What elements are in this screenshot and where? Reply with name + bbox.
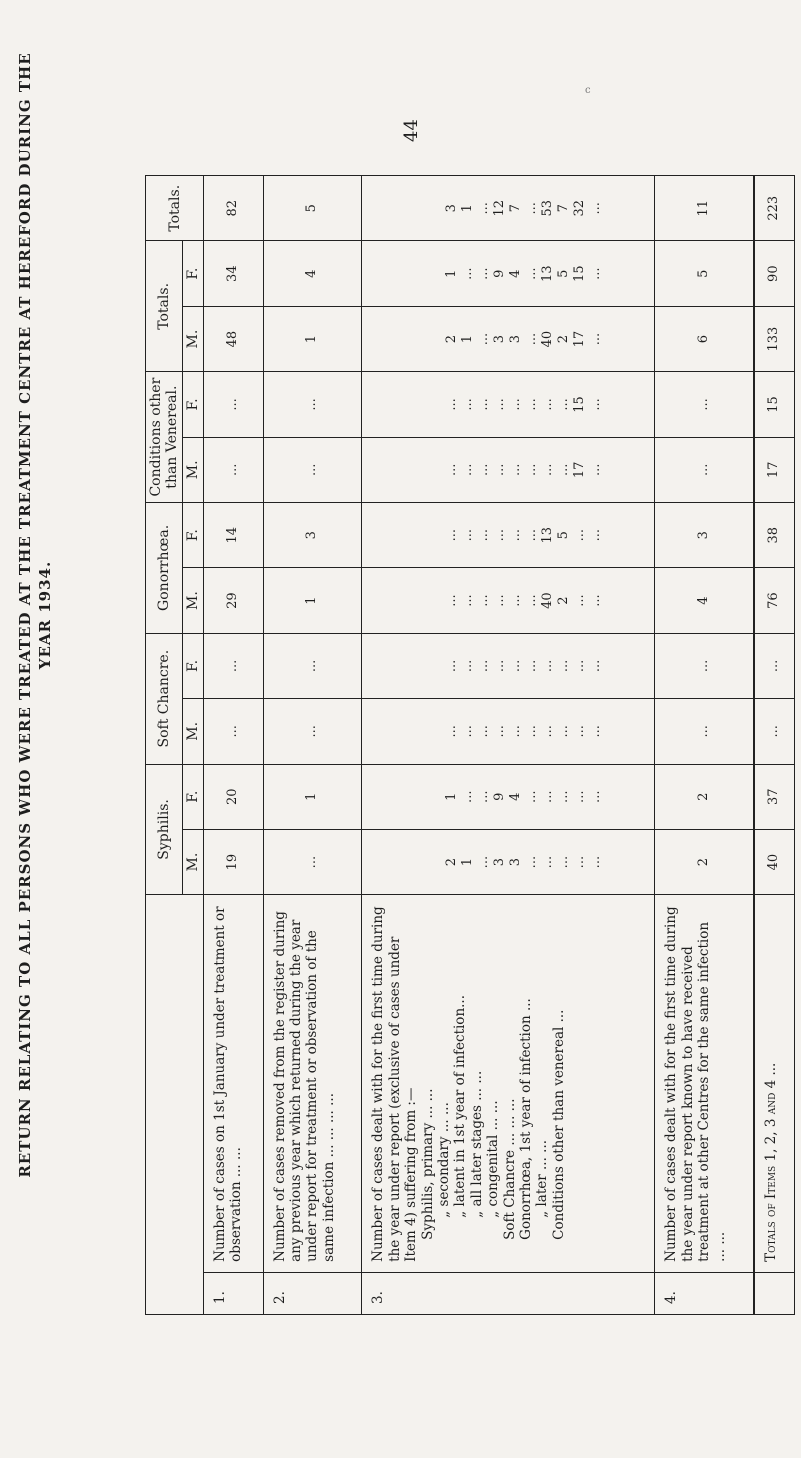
sub-cell: ... <box>508 725 524 738</box>
cell: ... <box>655 633 754 698</box>
sub-cell: ... <box>524 463 540 477</box>
sub-cell: ... <box>444 659 460 673</box>
cell: 2 <box>655 764 754 829</box>
item-number: 3. <box>362 1272 655 1314</box>
sub-cell: ... <box>444 529 460 542</box>
cell: 6 <box>655 306 754 371</box>
sub-cell: ... <box>572 659 588 673</box>
sub-cell: ... <box>572 725 588 738</box>
cell-group <box>362 568 655 633</box>
header-m: M. <box>183 699 204 764</box>
cell-spacer <box>364 769 444 825</box>
cell: 1 <box>263 764 362 829</box>
sub-cell: ... <box>524 529 540 542</box>
cell: ... <box>263 633 362 698</box>
cell: 223 <box>754 176 795 241</box>
cell-spacer <box>364 572 444 628</box>
sub-cell: ... <box>556 463 572 477</box>
sub-cell: ... <box>588 529 604 542</box>
header-soft-chancre: Soft Chancre. <box>146 633 183 764</box>
sub-cell: ... <box>460 725 476 738</box>
table-row-totals <box>754 176 795 1315</box>
cell: ... <box>263 829 362 894</box>
sub-cell: ... <box>540 790 556 803</box>
header-m: M. <box>183 437 204 502</box>
sub-item-label: Gonorrhœa, 1st year of infection ... <box>517 998 534 1240</box>
cell: ... <box>204 633 264 698</box>
sub-cell: 7 <box>508 204 524 213</box>
cell-spacer <box>364 507 444 563</box>
return-table <box>145 175 795 1315</box>
sub-cell: ... <box>524 267 540 280</box>
sub-cell: ... <box>492 659 508 673</box>
sub-cell: 7 <box>556 204 572 213</box>
table-row-item-2 <box>263 176 362 1315</box>
cell: ... <box>655 372 754 437</box>
cell: 19 <box>204 829 264 894</box>
sub-cell: ... <box>460 398 476 411</box>
sub-cell: 12 <box>492 199 508 217</box>
sub-cell: 9 <box>492 792 508 801</box>
sub-cell: ... <box>524 659 540 673</box>
sub-cell: ... <box>508 463 524 477</box>
sub-cell: 15 <box>572 396 588 413</box>
sub-item-label: „ later ... ... <box>534 1139 551 1218</box>
sub-cell: ... <box>572 594 588 607</box>
sub-item-label: „ all later stages ... ... <box>468 1070 485 1218</box>
cell-spacer <box>364 376 444 432</box>
sub-cell: ... <box>556 398 572 411</box>
sub-cell: ... <box>588 332 604 346</box>
cell: 2 <box>655 829 754 894</box>
cell-group <box>362 503 655 568</box>
sub-cell: ... <box>444 594 460 607</box>
sub-cell: 3 <box>492 857 508 867</box>
sub-cell: ... <box>524 725 540 738</box>
sub-cell: 3 <box>492 334 508 344</box>
cell: ... <box>204 372 264 437</box>
sub-cell: 3 <box>508 857 524 867</box>
cell: ... <box>263 372 362 437</box>
header-f: F. <box>183 241 204 306</box>
sub-cell: 13 <box>540 265 556 282</box>
sub-item-label: „ congenital ... ... <box>485 1100 502 1218</box>
sub-cell: ... <box>508 529 524 542</box>
sub-item-label: „ latent in 1st year of infection... <box>452 994 469 1218</box>
sub-cell: ... <box>540 855 556 869</box>
sub-item-label: Conditions other than venereal ... <box>550 1009 567 1240</box>
cell-spacer <box>364 703 444 759</box>
sub-cell: ... <box>524 202 540 215</box>
cell: 82 <box>204 176 264 241</box>
sub-cell: ... <box>444 463 460 477</box>
sub-cell: ... <box>476 398 492 411</box>
corner-mark: c <box>585 85 591 96</box>
cell-group <box>362 176 655 241</box>
cell: ... <box>754 699 795 764</box>
sub-cell: ... <box>588 659 604 673</box>
sub-cell: 1 <box>444 792 460 801</box>
sub-cell: ... <box>524 332 540 346</box>
header-f: F. <box>183 633 204 698</box>
item-label: Number of cases removed from the register during any previous year which returned during the year under report for treatment or observation of the same infection ... ... ... ... <box>263 895 362 1273</box>
sub-cell: ... <box>524 855 540 869</box>
item-label-group <box>362 895 655 1273</box>
sub-cell: 3 <box>508 334 524 344</box>
sub-cell: ... <box>476 855 492 869</box>
cell: 37 <box>754 764 795 829</box>
sub-cell: ... <box>556 790 572 803</box>
cell: 40 <box>754 829 795 894</box>
sub-cell: 1 <box>460 334 476 344</box>
sub-cell: 2 <box>444 857 460 867</box>
sub-cell: ... <box>588 267 604 280</box>
cell: 14 <box>204 503 264 568</box>
sub-cell: ... <box>444 725 460 738</box>
item-number: 2. <box>263 1272 362 1314</box>
totals-label: Totals of Items 1, 2, 3 and 4 ... <box>754 895 795 1273</box>
sub-cell: ... <box>508 659 524 673</box>
sub-cell: 2 <box>556 596 572 605</box>
cell: 34 <box>204 241 264 306</box>
sub-cell: ... <box>588 725 604 738</box>
sub-cell: 3 <box>444 204 460 213</box>
sub-cell: ... <box>476 529 492 542</box>
cell-spacer <box>364 180 444 236</box>
cell: 3 <box>263 503 362 568</box>
cell: ... <box>754 633 795 698</box>
header-gonorrhoea: Gonorrhœa. <box>146 503 183 634</box>
header-grand-total: Totals. <box>146 176 204 241</box>
sub-cell: ... <box>588 594 604 607</box>
sub-cell: ... <box>476 267 492 280</box>
item-label: Number of cases dealt with for the first time during the year under report (exclusive of cases under Item 4) suffering from :— <box>370 906 420 1262</box>
cell: 38 <box>754 503 795 568</box>
cell-group <box>362 372 655 437</box>
sub-cell: ... <box>492 594 508 607</box>
cell: 17 <box>754 437 795 502</box>
sub-cell: ... <box>540 398 556 411</box>
cell: 5 <box>655 241 754 306</box>
cell: ... <box>204 699 264 764</box>
table-row-item-1 <box>204 176 264 1315</box>
sub-cell: ... <box>492 463 508 477</box>
sub-cell: 5 <box>556 531 572 540</box>
sub-cell: ... <box>556 725 572 738</box>
table-row-item-3 <box>362 176 655 1315</box>
sub-item-label: Syphilis, primary ... ... <box>419 1088 436 1240</box>
sub-cell: ... <box>540 659 556 673</box>
sub-cell: ... <box>556 659 572 673</box>
sub-cell: ... <box>572 855 588 869</box>
cell: ... <box>655 437 754 502</box>
item-label: Number of cases dealt with for the first time during the year under report known to have received treatment at other Centres for the same infection ... ... <box>655 895 754 1273</box>
sub-cell: ... <box>540 463 556 477</box>
sub-cell: ... <box>492 529 508 542</box>
sub-cell: ... <box>460 790 476 803</box>
sub-cell: ... <box>476 202 492 215</box>
return-table-container <box>145 175 795 1315</box>
table-row-item-4 <box>655 176 754 1315</box>
cell: 5 <box>263 176 362 241</box>
cell: 11 <box>655 176 754 241</box>
item-number: 4. <box>655 1272 754 1314</box>
sub-cell: 1 <box>460 204 476 213</box>
sub-cell: ... <box>588 463 604 477</box>
sub-cell: 17 <box>572 461 588 479</box>
header-syphilis: Syphilis. <box>146 764 183 895</box>
sub-cell: ... <box>588 398 604 411</box>
cell-group <box>362 829 655 894</box>
cell: ... <box>263 437 362 502</box>
cell: ... <box>655 699 754 764</box>
cell-spacer <box>364 442 444 498</box>
sub-cell: ... <box>492 725 508 738</box>
sub-cell: 32 <box>572 199 588 217</box>
cell: 29 <box>204 568 264 633</box>
sub-cell: ... <box>540 725 556 738</box>
sub-cell: ... <box>572 790 588 803</box>
sub-cell: ... <box>524 594 540 607</box>
sub-cell: ... <box>508 594 524 607</box>
item-label: Number of cases on 1st January under treatment or observation ... ... <box>204 895 264 1273</box>
sub-cell: ... <box>572 529 588 542</box>
cell: 76 <box>754 568 795 633</box>
cell-group <box>362 764 655 829</box>
sub-cell: ... <box>460 529 476 542</box>
sub-cell: ... <box>588 202 604 215</box>
header-m: M. <box>183 568 204 633</box>
sub-cell: 40 <box>540 330 556 348</box>
sub-cell: ... <box>476 659 492 673</box>
page-title: RETURN RELATING TO ALL PERSONS WHO WERE TREATED AT THE TREATMENT CENTRE AT HEREFORD DURING THE YEAR 1934. <box>16 52 54 1178</box>
sub-cell: 2 <box>556 334 572 344</box>
sub-cell: ... <box>460 594 476 607</box>
header-m: M. <box>183 306 204 371</box>
sub-cell: ... <box>556 855 572 869</box>
cell: ... <box>204 437 264 502</box>
sub-cell: ... <box>476 594 492 607</box>
header-totals: Totals. <box>146 241 183 372</box>
header-f: F. <box>183 764 204 829</box>
cell-group <box>362 699 655 764</box>
sub-cell: 1 <box>444 269 460 278</box>
sub-cell: ... <box>588 790 604 803</box>
cell-spacer <box>364 311 444 367</box>
cell-spacer <box>364 638 444 694</box>
cell-group <box>362 437 655 502</box>
cell: 3 <box>655 503 754 568</box>
cell: 48 <box>204 306 264 371</box>
sub-cell: ... <box>524 790 540 803</box>
sub-cell: ... <box>476 463 492 477</box>
cell: 1 <box>263 306 362 371</box>
cell: 133 <box>754 306 795 371</box>
sub-cell: 2 <box>444 334 460 344</box>
sub-cell: ... <box>476 790 492 803</box>
sub-cell: ... <box>524 398 540 411</box>
sub-cell: ... <box>460 267 476 280</box>
sub-cell: 13 <box>540 526 556 544</box>
cell: 4 <box>655 568 754 633</box>
cell: 20 <box>204 764 264 829</box>
sub-cell: ... <box>460 659 476 673</box>
sub-cell: 5 <box>556 269 572 278</box>
cell-group <box>362 306 655 371</box>
sub-cell: 15 <box>572 265 588 282</box>
sub-item-label: „ secondary ... ... <box>435 1102 452 1218</box>
sub-cell: 53 <box>540 199 556 217</box>
header-f: F. <box>183 372 204 437</box>
sub-cell: ... <box>460 463 476 477</box>
page-number: 44 <box>400 119 422 142</box>
header-f: F. <box>183 503 204 568</box>
item-number: 1. <box>204 1272 264 1314</box>
cell-group <box>362 633 655 698</box>
item-number <box>754 1272 795 1314</box>
sub-cell: ... <box>444 398 460 411</box>
sub-item-label: Soft Chancre ... ... ... <box>501 1098 518 1240</box>
header-m: M. <box>183 829 204 894</box>
header-row-groups <box>146 176 183 1315</box>
cell-spacer <box>364 834 444 890</box>
sub-cell: 17 <box>572 330 588 348</box>
sub-cell: ... <box>476 725 492 738</box>
sub-cell: 4 <box>508 269 524 278</box>
cell: 1 <box>263 568 362 633</box>
cell-spacer <box>364 245 444 301</box>
sub-cell: ... <box>492 398 508 411</box>
sub-cell: ... <box>476 332 492 346</box>
cell: 15 <box>754 372 795 437</box>
sub-cell: ... <box>508 398 524 411</box>
sub-cell: 9 <box>492 269 508 278</box>
sub-cell: 4 <box>508 792 524 801</box>
cell: ... <box>263 699 362 764</box>
items-header <box>146 895 204 1315</box>
header-other-conditions: Conditions other than Venereal. <box>146 372 183 503</box>
cell: 90 <box>754 241 795 306</box>
cell: 4 <box>263 241 362 306</box>
sub-cell: ... <box>588 855 604 869</box>
cell-group <box>362 241 655 306</box>
sub-cell: 40 <box>540 592 556 609</box>
sub-cell: 1 <box>460 857 476 867</box>
